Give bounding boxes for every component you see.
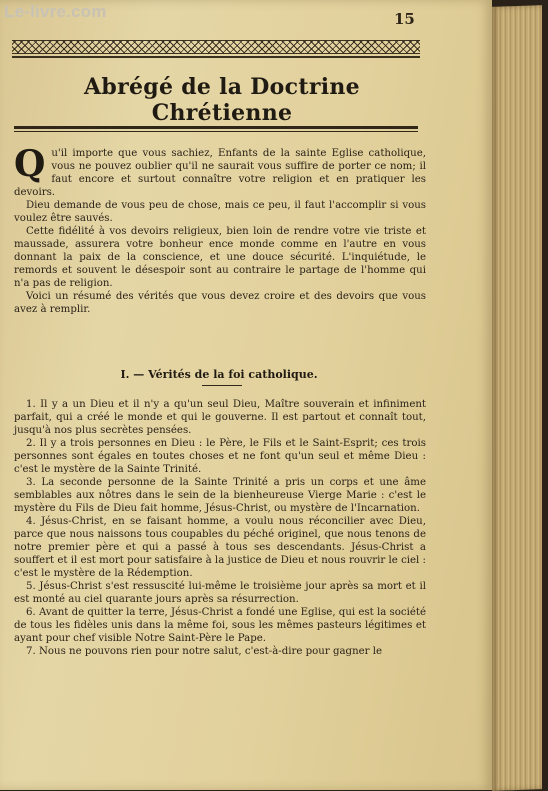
list-item: 1. Il y a un Dieu et il n'y a qu'un seul Dieu, Maître souverain et infiniment parfait, qui a créé le monde et qui le gouverne. Il est partout et connaît tout, jusqu'à nos plus secrètes pensées. [14, 399, 426, 436]
list-item: 4. Jésus-Christ, en se faisant homme, a voulu nous réconcilier avec Dieu, parce que nous naissons tous coupables du péché originel, que nous tenons de notre premier père et qui a passé à tous ses descendants. Jésus-Christ a souffert et il est mort pour satisfaire à la justice de Dieu et nous rouvrir le ciel : c'est le mystère de la Rédemption. [14, 516, 426, 579]
page-edges [492, 5, 542, 791]
drop-cap: Q [14, 143, 46, 185]
list-item: 7. Nous ne pouvons rien pour notre salut, c'est-à-dire pour gagner le [26, 646, 383, 657]
title-rule-thin [14, 131, 418, 132]
list-item: 5. Jésus-Christ s'est ressuscité lui-même le troisième jour après sa mort et il est monté au ciel quarante jours après sa résurrection. [14, 581, 426, 605]
list-item: 3. La seconde personne de la Sainte Trinité a pris un corps et une âme semblables aux nôtres dans le sein de la bienheureuse Vierge Marie : c'est le mystère du Fils de Dieu fait homme, Jésus-Christ, ou mystère de l'Incarnation. [14, 477, 426, 514]
section-rule [202, 385, 242, 386]
page-title: Abrégé de la Doctrine Chrétienne [84, 74, 360, 126]
title-rule-thick [14, 126, 418, 129]
list-item: 6. Avant de quitter la terre, Jésus-Christ a fondé une Eglise, qui est la société de tous les fidèles unis dans la même foi, sous les mêmes pasteurs légitimes et ayant pour chef visible Notre Saint-Père le Pape. [14, 607, 427, 644]
truths-list [14, 398, 426, 658]
intro-paragraph: Cette fidélité à vos devoirs religieux, bien loin de rendre votre vie triste et maussade, assurera votre bonheur ence monde comme en l'autre en vous donnant la paix de la conscience, et une douce sécurité. L'inquiétude, le remords et souvent le désespoir sont au contraire le partage de l'homme qui n'a pas de religion. [14, 226, 426, 289]
intro-text [14, 143, 426, 316]
intro-paragraph: Voici un résumé des vérités que vous devez croire et des devoirs que vous avez à remplir. [14, 291, 426, 315]
ornamental-border [12, 40, 420, 54]
intro-paragraph: Dieu demande de vous peu de chose, mais ce peu, il faut l'accomplir si vous voulez être sauvés. [14, 200, 426, 224]
watermark: Le-livre.com [4, 2, 107, 21]
intro-paragraph: u'il importe que vous sachiez, Enfants de la sainte Eglise catholique, vous ne pouvez oublier qu'il ne saurait vous suffire de porter ce nom; il faut encore et surtout connaître votre religion et en pratiquer les devoirs. [14, 148, 426, 198]
border-rule [12, 56, 420, 58]
page-number: 15 [394, 10, 415, 28]
list-item: 2. Il y a trois personnes en Dieu : le Père, le Fils et le Saint-Esprit; ces trois personnes sont égales en toutes choses et ne font qu'un seul et même Dieu : c'est le mystère de la Sainte Trinité. [14, 438, 426, 475]
section-heading: I. — Vérités de la foi catholique. [120, 368, 318, 381]
